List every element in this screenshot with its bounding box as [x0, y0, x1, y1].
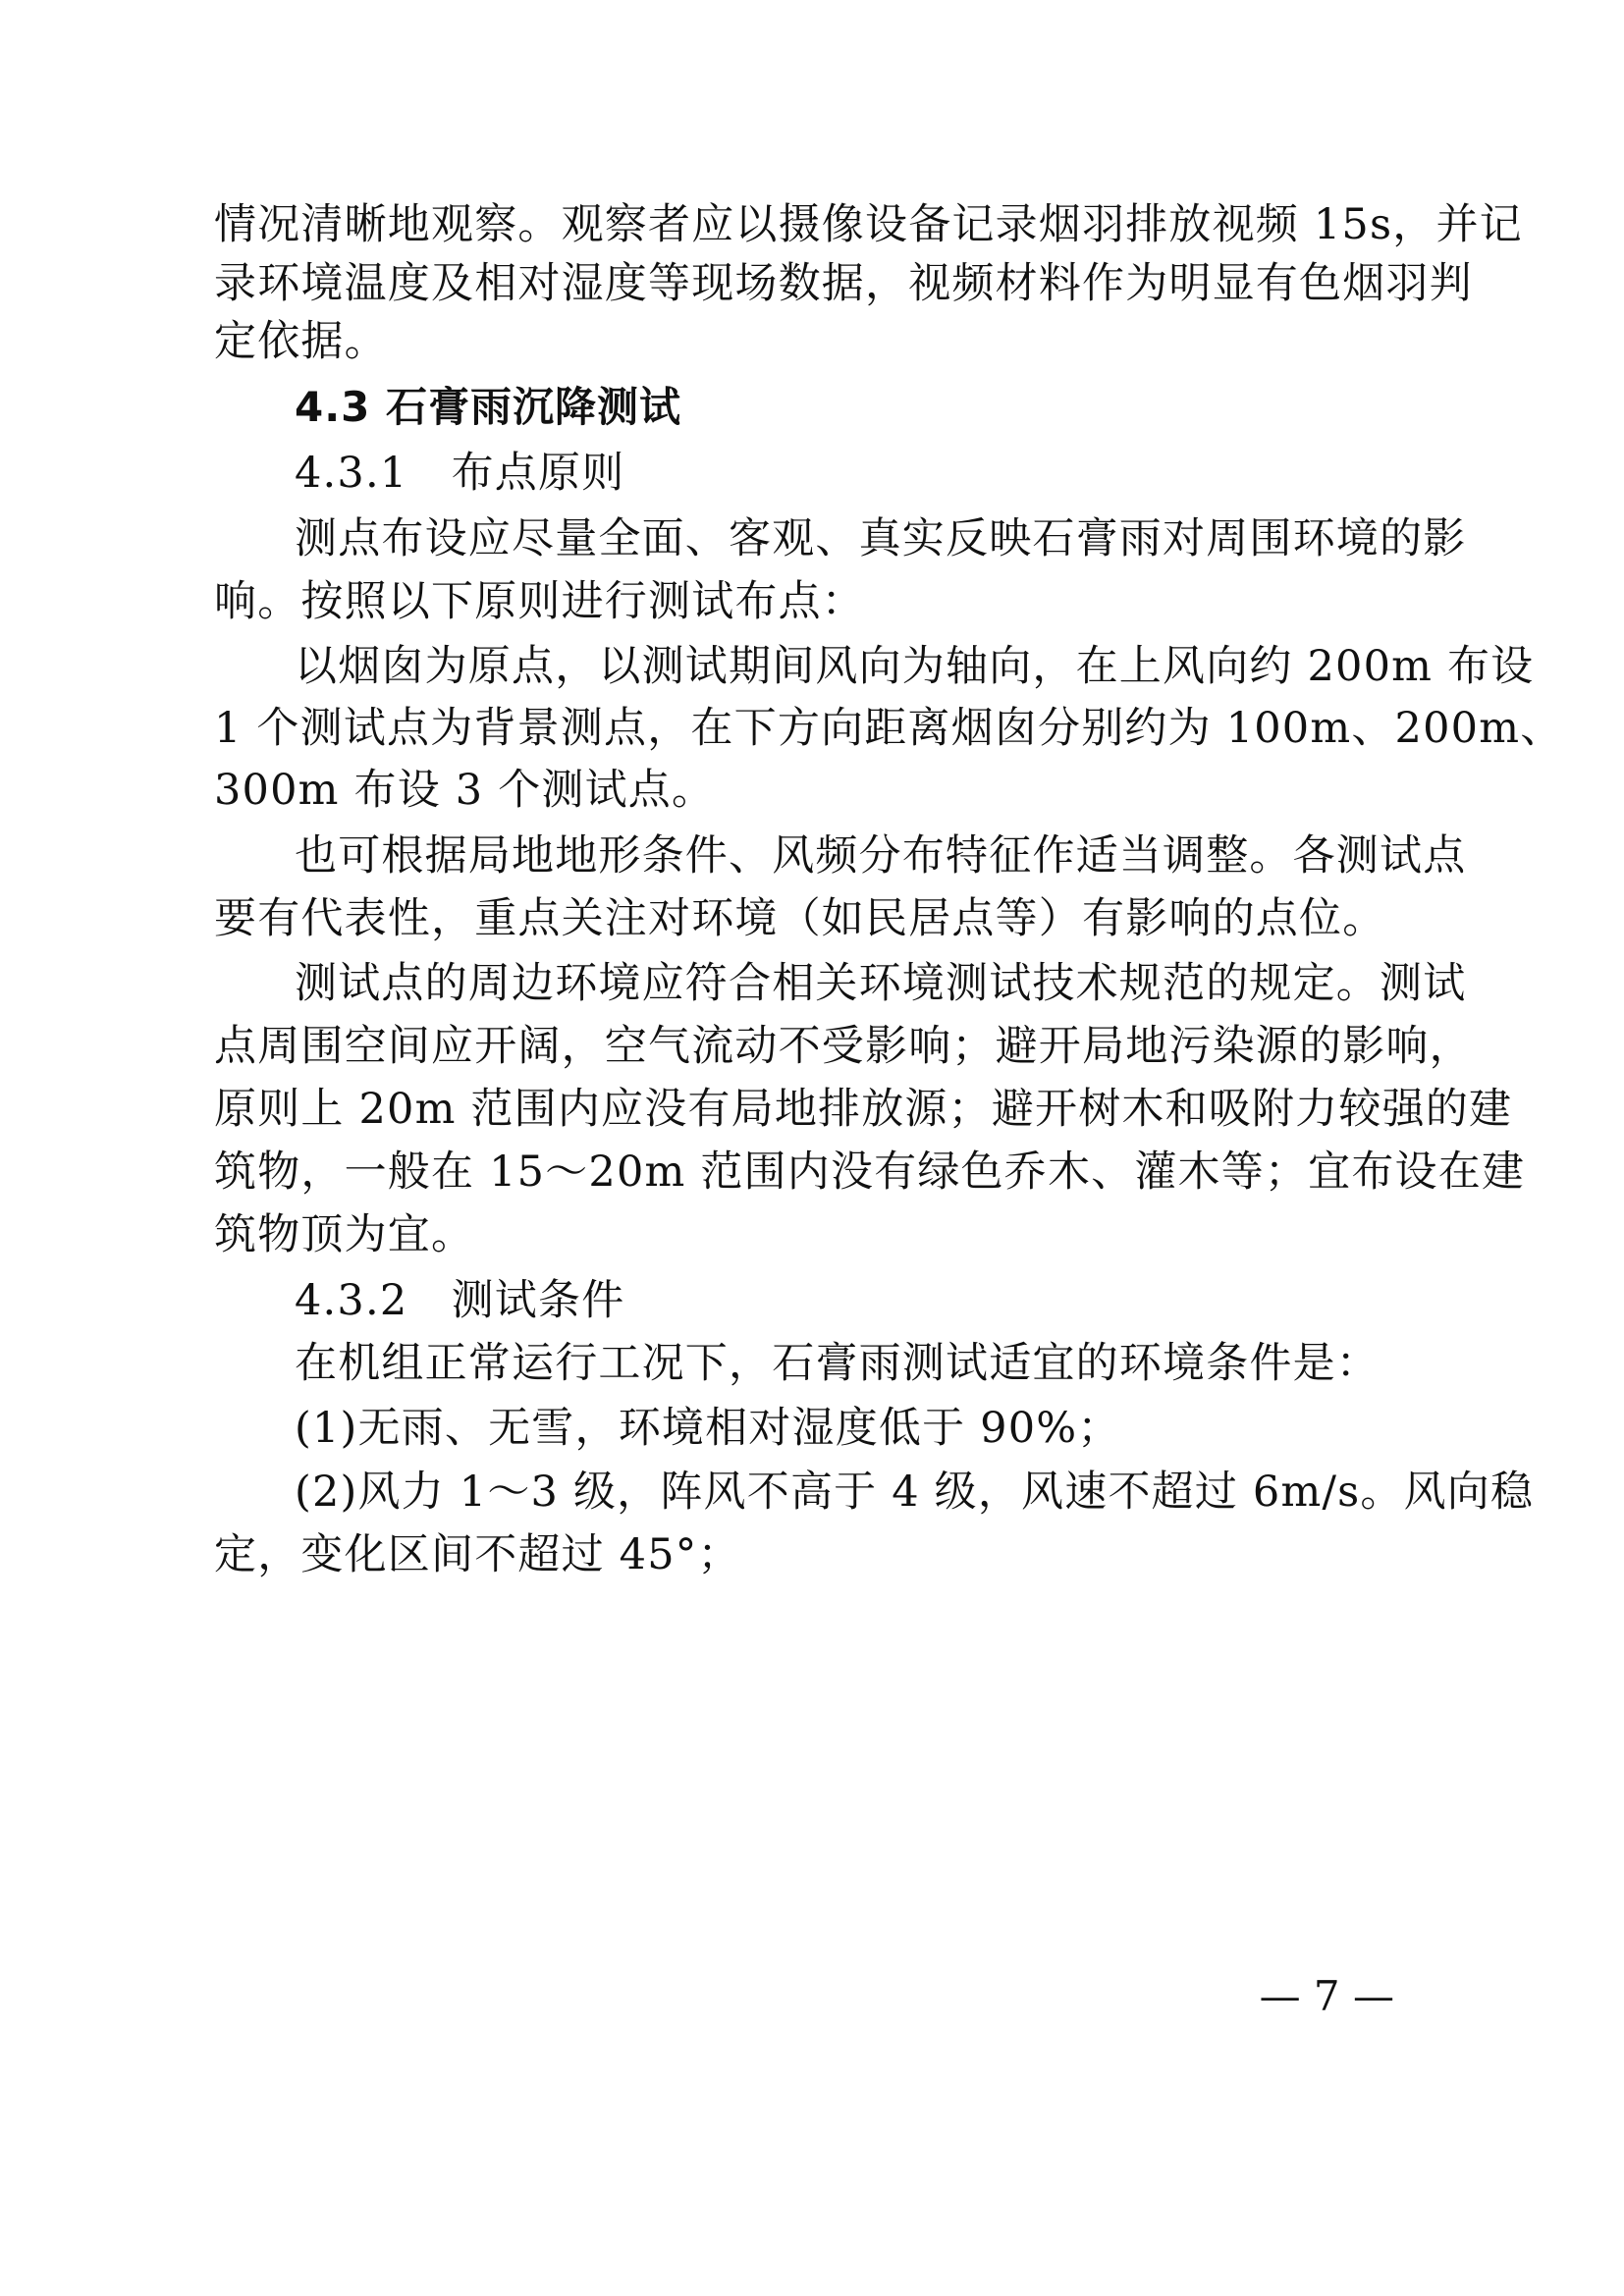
paragraph-2-line-3: 300m 布设 3 个测试点。	[214, 766, 716, 815]
test-condition-intro: 在机组正常运行工况下，石膏雨测试适宜的环境条件是：	[295, 1339, 1380, 1388]
paragraph-3-line-2: 要有代表性，重点关注对环境（如民居点等）有影响的点位。	[214, 894, 1386, 943]
page-number: — 7 —	[1259, 1972, 1394, 2020]
paragraph-2-line-1: 以烟囱为原点，以测试期间风向为轴向，在上风向约 200m 布设	[295, 642, 1535, 691]
paragraph-4-line-1: 测试点的周边环境应符合相关环境测试技术规范的规定。测试	[295, 959, 1467, 1008]
paragraph-4-line-3: 原则上 20m 范围内应没有局地排放源；避开树木和吸附力较强的建	[214, 1085, 1513, 1134]
test-condition-item-2-line-2: 定，变化区间不超过 45°；	[214, 1530, 741, 1579]
paragraph-3-line-1: 也可根据局地地形条件、风频分布特征作适当调整。各测试点	[295, 831, 1467, 881]
paragraph-1-line-2: 响。按照以下原则进行测试布点：	[214, 577, 865, 626]
paragraph-4-line-2: 点周围空间应开阔，空气流动不受影响；避开局地污染源的影响，	[214, 1022, 1473, 1071]
continuation-line-3: 定依据。	[214, 317, 388, 366]
subsection-title-4-3-2: 4.3.2 测试条件	[295, 1276, 625, 1325]
paragraph-1-line-1: 测点布设应尽量全面、客观、真实反映石膏雨对周围环境的影	[295, 514, 1467, 563]
paragraph-2-line-2: 1 个测试点为背景测点，在下方向距离烟囱分别约为 100m、200m、	[214, 704, 1564, 753]
paragraph-4-line-4: 筑物，一般在 15～20m 范围内没有绿色乔木、灌木等；宜布设在建	[214, 1148, 1526, 1197]
test-condition-item-2-line-1: (2)风力 1～3 级，阵风不高于 4 级，风速不超过 6m/s。风向稳	[295, 1468, 1535, 1517]
subsection-title-4-3-1: 4.3.1 布点原则	[295, 449, 625, 498]
continuation-line-1: 情况清晰地观察。观察者应以摄像设备记录烟羽排放视频 15s，并记	[214, 200, 1523, 249]
paragraph-4-line-5: 筑物顶为宜。	[214, 1210, 475, 1259]
continuation-line-2: 录环境温度及相对湿度等现场数据，视频材料作为明显有色烟羽判	[214, 259, 1473, 308]
test-condition-item-1: (1)无雨、无雪，环境相对湿度低于 90%；	[295, 1404, 1121, 1453]
section-heading: 4.3 石膏雨沉降测试	[295, 383, 682, 431]
